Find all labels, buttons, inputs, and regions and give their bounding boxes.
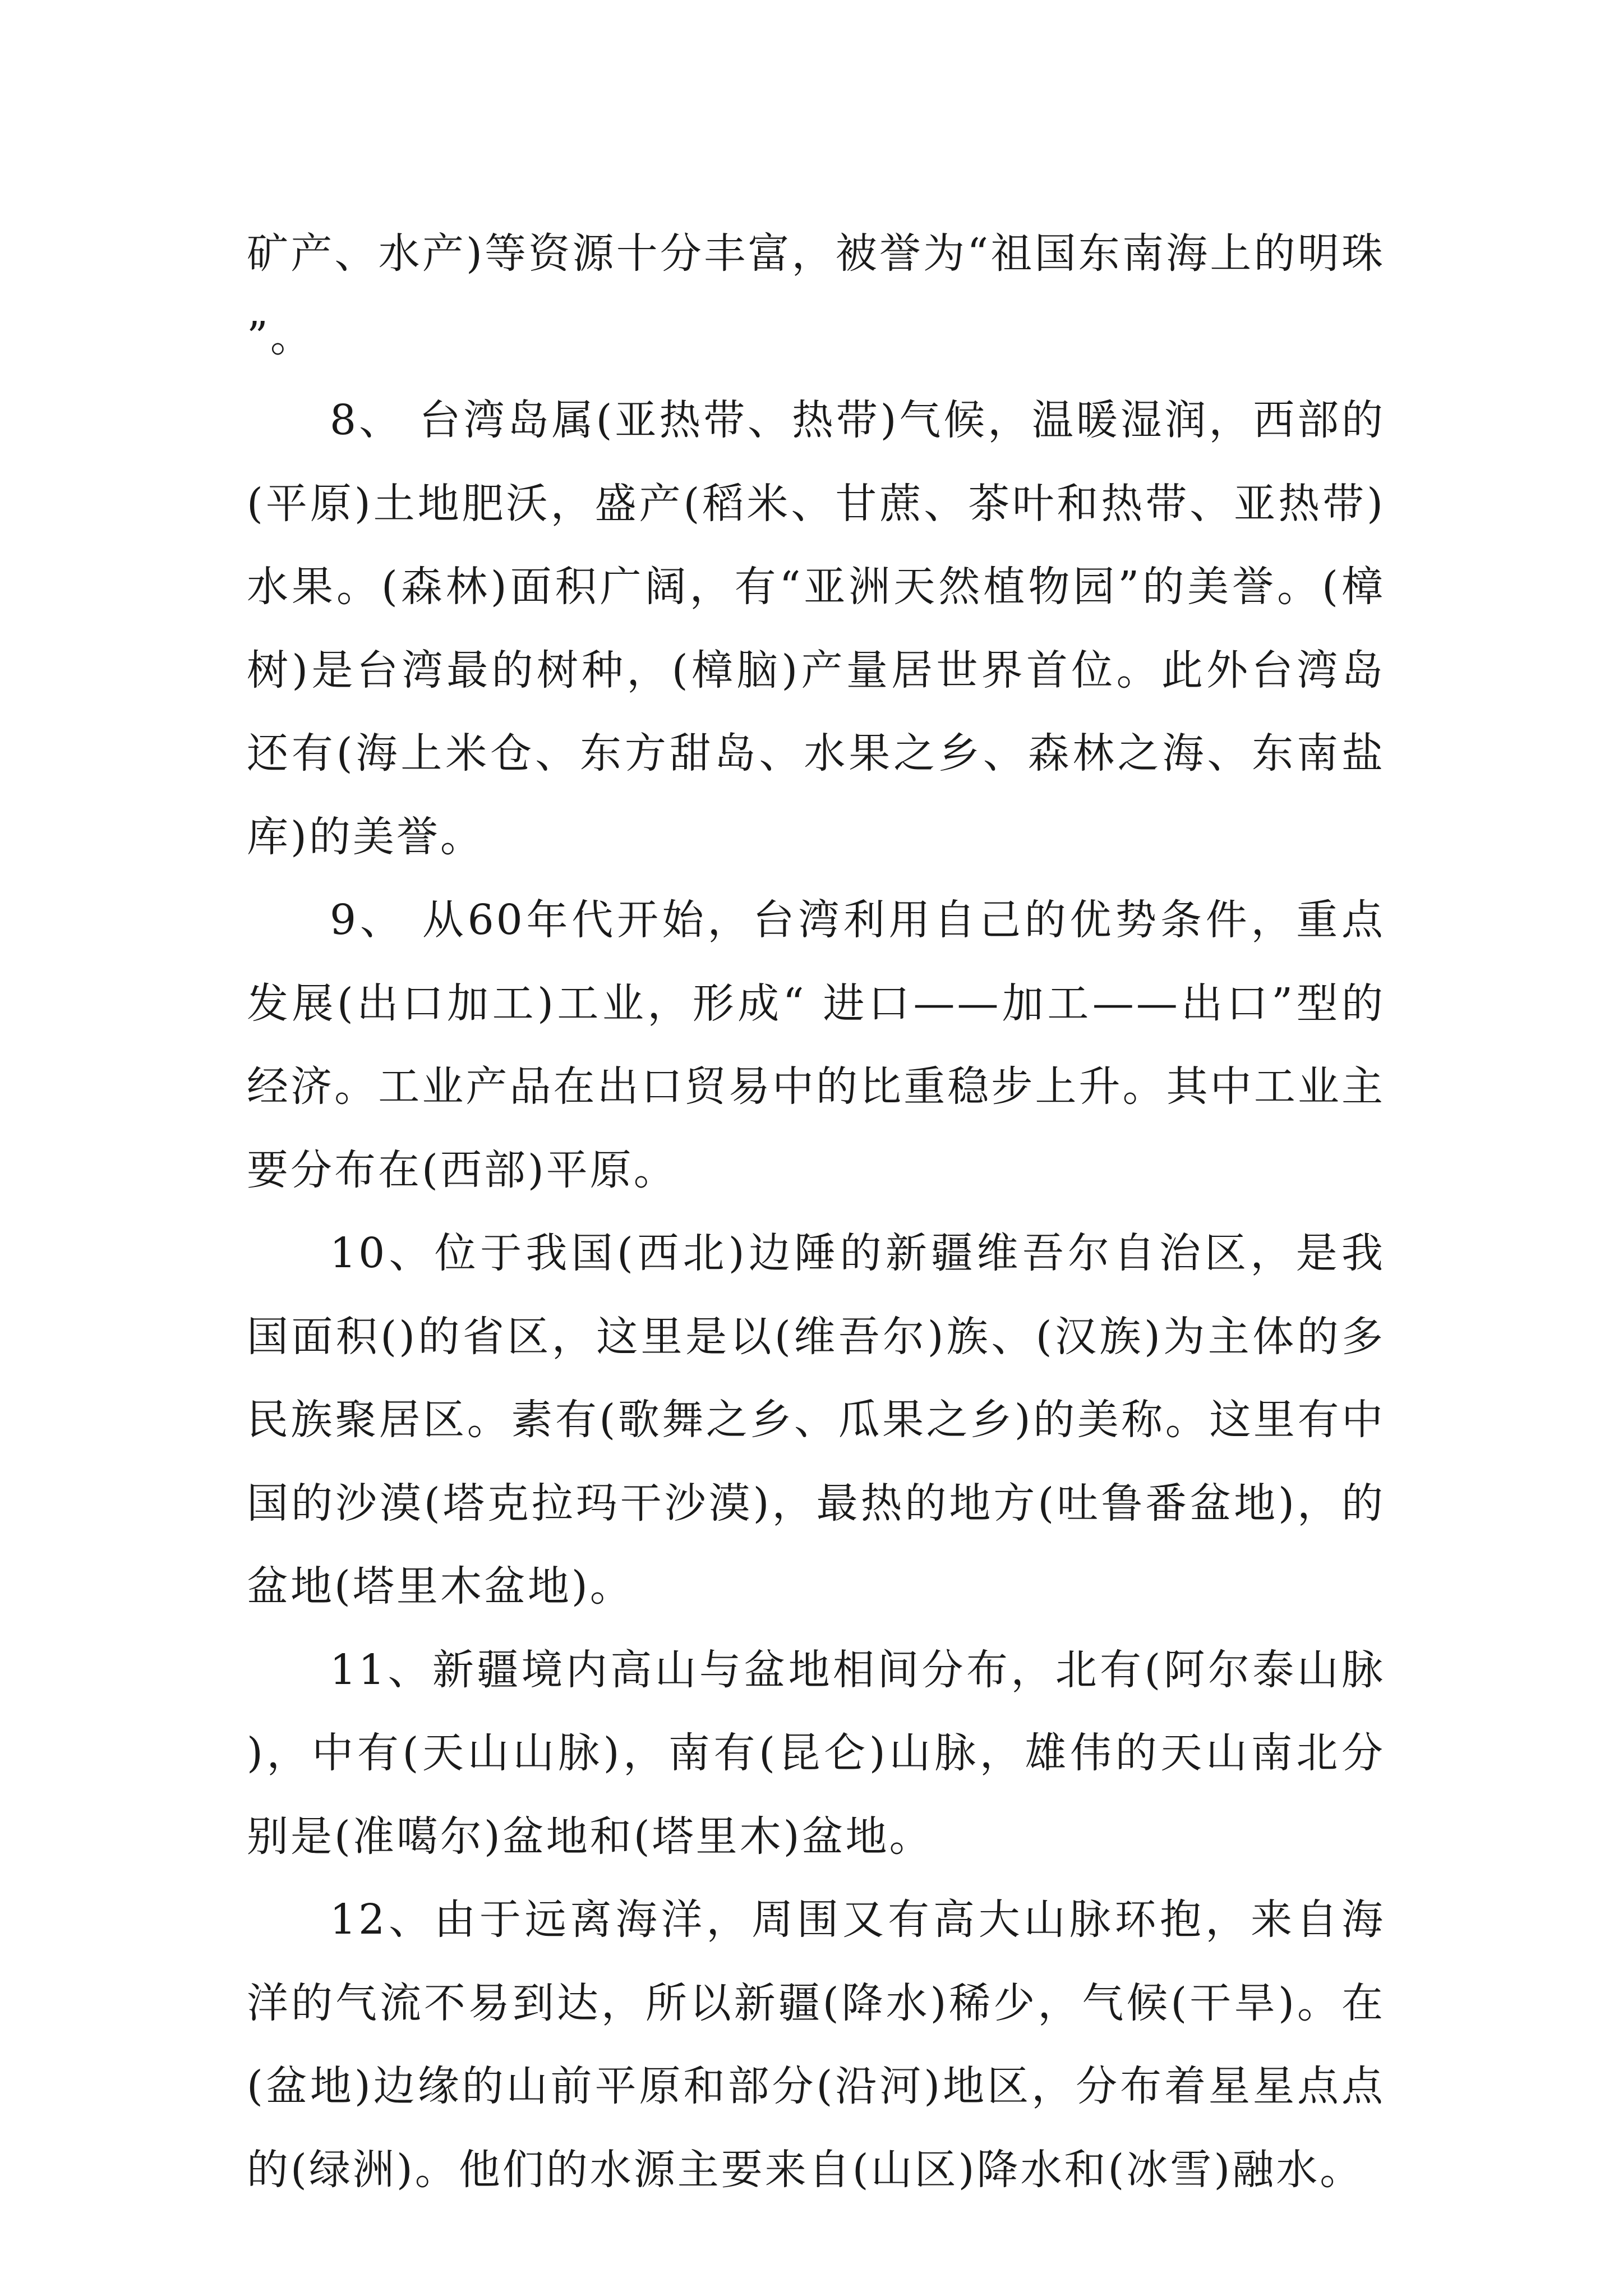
paragraph-11: 11、新疆境内高山与盆地相间分布，北有(阿尔泰山脉)，中有(天山山脉)，南有(昆仑)山脉，雄伟的天山南北分别是(准噶尔)盆地和(塔里木)盆地。: [247, 1645, 1385, 1861]
paragraph-9: 9、 从60年代开始，台湾利用自己的优势条件，重点发展(出口加工)工业，形成“ 进口——加工——出口”型的经济。工业产品在出口贸易中的比重稳步上升。其中工业主要分布在(西部)平原。: [247, 896, 1385, 1194]
paragraph-7-continued: 矿产、水产)等资源十分丰富，被誉为“祖国东南海上的明珠”。: [247, 229, 1385, 361]
document-body: [247, 212, 1385, 2211]
paragraph-10: 10、位于我国(西北)边陲的新疆维吾尔自治区，是我国面积()的省区，这里是以(维吾尔)族、(汉族)为主体的多民族聚居区。素有(歌舞之乡、瓜果之乡)的美称。这里有中国的沙漠(塔克拉玛干沙漠)，最热的地方(吐鲁番盆地)，的盆地(塔里木盆地)。: [247, 1229, 1385, 1611]
paragraph-12: 12、由于远离海洋，周围又有高大山脉环抱，来自海洋的气流不易到达，所以新疆(降水)稀少，气候(干旱)。在(盆地)边缘的山前平原和部分(沿河)地区，分布着星星点点的(绿洲)。他们的水源主要来自(山区)降水和(冰雪)融水。: [247, 1895, 1385, 2194]
paragraph-8: 8、 台湾岛属(亚热带、热带)气候，温暖湿润，西部的(平原)土地肥沃，盛产(稻米、甘蔗、茶叶和热带、亚热带)水果。(森林)面积广阔，有“亚洲天然植物园”的美誉。(樟树)是台湾最的树种，(樟脑)产量居世界首位。此外台湾岛还有(海上米仓、东方甜岛、水果之乡、森林之海、东南盐库)的美誉。: [247, 396, 1385, 861]
